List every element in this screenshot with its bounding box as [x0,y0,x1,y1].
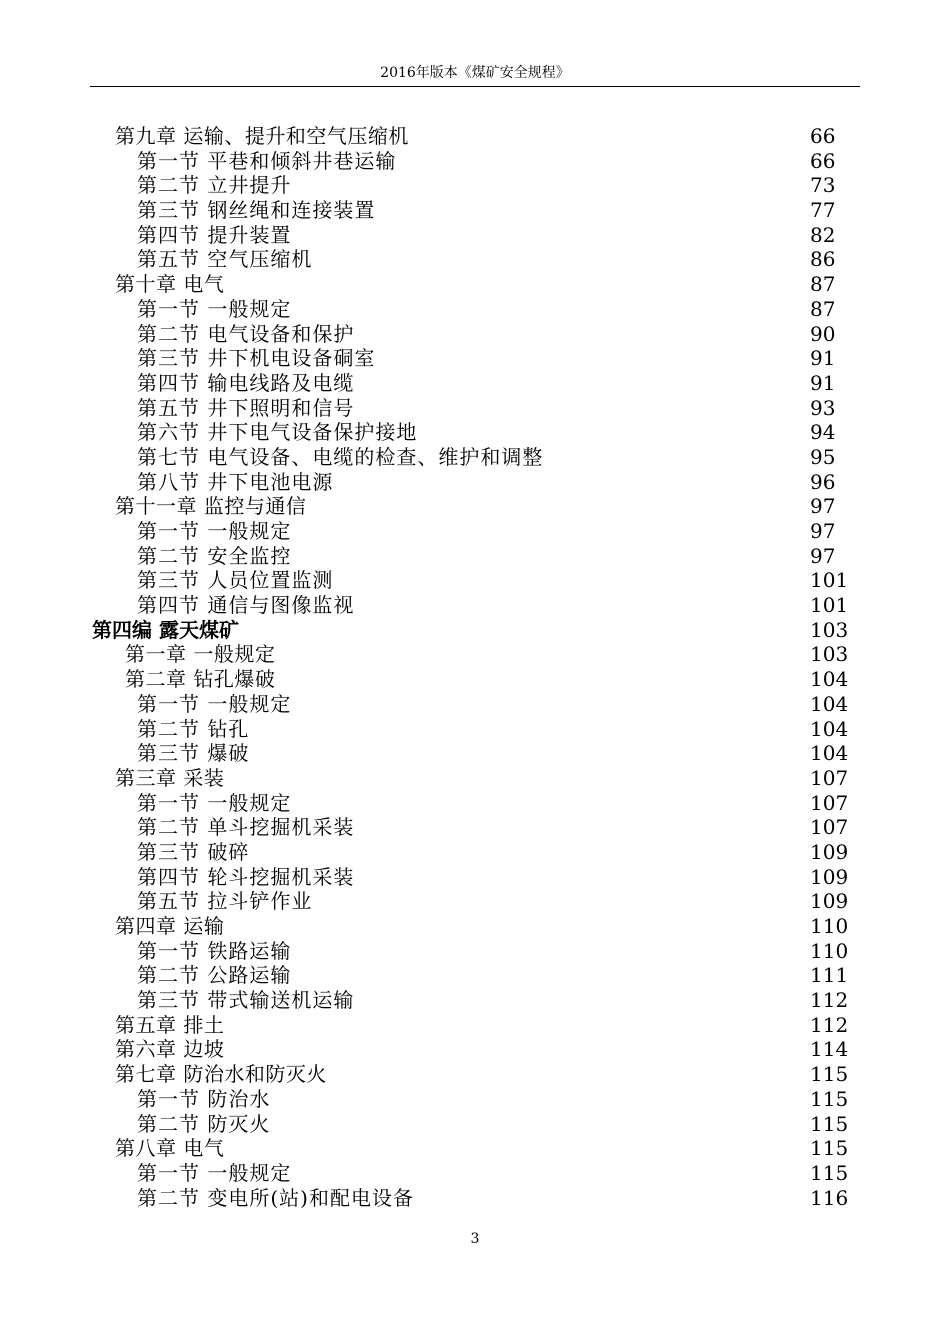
toc-entry-title: 第三节 人员位置监测 [137,568,334,593]
toc-entry-page: 66 [810,148,836,173]
toc-entry-title: 第十一章 监控与通信 [115,494,307,519]
toc-entry-page: 104 [810,667,849,692]
toc-entry-page: 115 [810,1136,849,1161]
toc-entry-page: 115 [810,1160,849,1185]
toc-entry-page: 107 [810,790,849,815]
toc-entry-page: 91 [810,346,836,371]
toc-entry-page: 97 [810,543,836,568]
toc-entry-title: 第八章 电气 [115,1136,225,1161]
toc-entry-section[interactable] [0,1087,950,1112]
toc-entry-title: 第五节 空气压缩机 [137,247,313,272]
toc-entry-section[interactable] [0,149,950,174]
toc-entry-section[interactable] [0,840,950,865]
toc-entry-page: 110 [810,914,849,938]
toc-entry-title: 第七章 防治水和防灭火 [115,1062,327,1087]
toc-entry-title: 第一节 一般规定 [137,790,292,815]
toc-entry-title: 第二节 单斗挖掘机采装 [137,815,355,840]
toc-entry-page: 114 [810,1037,849,1062]
toc-entry-title: 第一章 一般规定 [125,642,276,667]
toc-entry-title: 第一节 一般规定 [137,519,292,543]
toc-entry-page: 87 [810,272,836,297]
toc-entry-page: 109 [810,889,849,914]
toc-entry-page: 97 [810,519,836,543]
toc-entry-page: 109 [810,864,849,889]
toc-entry-chapter[interactable] [0,1062,950,1087]
toc-entry-title: 第二节 安全监控 [137,543,292,568]
toc-entry-title: 第三节 爆破 [137,741,250,766]
toc-entry-page: 115 [810,1062,849,1087]
toc-entry-section[interactable] [0,865,950,890]
toc-entry-chapter[interactable] [0,667,950,692]
toc-entry-page: 97 [810,494,836,519]
toc-entry-title: 第七节 电气设备、电缆的检查、维护和调整 [137,444,544,469]
toc-entry-section[interactable] [0,791,950,816]
page-number: 3 [470,1231,480,1247]
toc-entry-title: 第一节 防治水 [137,1086,271,1111]
toc-entry-section[interactable] [0,815,950,840]
toc-entry-section[interactable] [0,198,950,223]
toc-entry-section[interactable] [0,1161,950,1186]
toc-entry-section[interactable] [0,371,950,396]
toc-entry-section[interactable] [0,939,950,964]
toc-entry-page: 115 [810,1086,849,1111]
toc-entry-section[interactable] [0,445,950,470]
toc-entry-title: 第六章 边坡 [115,1037,225,1062]
toc-entry-title: 第三节 井下机电设备硐室 [137,346,376,371]
toc-entry-title: 第四节 轮斗挖掘机采装 [137,864,355,889]
toc-entry-page: 103 [810,642,849,667]
toc-entry-section[interactable] [0,568,950,593]
toc-entry-title: 第四章 运输 [115,914,225,938]
toc-entry-page: 104 [810,741,849,766]
toc-entry-title: 第三节 带式输送机运输 [137,988,355,1013]
toc-entry-title: 第五节 拉斗铲作业 [137,889,313,914]
toc-entry-title: 第四节 提升装置 [137,222,292,247]
toc-entry-section[interactable] [0,889,950,914]
toc-entry-page: 101 [810,568,849,593]
toc-entry-title: 第五章 排土 [115,1012,225,1037]
toc-entry-section[interactable] [0,963,950,988]
toc-entry-chapter[interactable] [0,1136,950,1161]
toc-entry-chapter[interactable] [0,494,950,519]
toc-entry-section[interactable] [0,988,950,1013]
toc-entry-page: 107 [810,765,849,790]
toc-entry-title: 第二节 立井提升 [137,173,292,198]
header-rule [90,86,860,87]
toc-entry-section[interactable] [0,717,950,742]
toc-entry-title: 第一节 一般规定 [137,691,292,716]
toc-entry-title: 第六节 井下电气设备保护接地 [137,420,418,445]
toc-entry-page: 77 [810,198,836,223]
toc-entry-page: 112 [810,988,849,1013]
toc-entry-section[interactable] [0,420,950,445]
toc-entry-page: 104 [810,691,849,716]
toc-entry-section[interactable] [0,544,950,569]
toc-entry-page: 115 [810,1111,849,1136]
toc-entry-chapter[interactable] [0,1037,950,1062]
toc-entry-page: 111 [810,963,849,988]
toc-entry-section[interactable] [0,470,950,495]
toc-entry-part[interactable] [0,618,950,643]
toc-entry-title: 第二节 公路运输 [137,963,292,988]
toc-entry-section[interactable] [0,223,950,248]
toc-entry-title: 第八节 井下电池电源 [137,469,334,494]
toc-entry-chapter[interactable] [0,272,950,297]
toc-entry-section[interactable] [0,322,950,347]
toc-entry-page: 93 [810,395,836,420]
toc-entry-page: 95 [810,444,836,469]
toc-entry-section[interactable] [0,173,950,198]
toc-entry-page: 73 [810,173,836,198]
toc-entry-chapter[interactable] [0,766,950,791]
toc-entry-page: 86 [810,247,836,272]
toc-entry-section[interactable] [0,593,950,618]
toc-entry-chapter[interactable] [0,642,950,667]
toc-entry-chapter[interactable] [0,1013,950,1038]
toc-entry-section[interactable] [0,519,950,544]
toc-entry-page: 112 [810,1012,849,1037]
toc-entry-title: 第四节 输电线路及电缆 [137,370,355,395]
toc-entry-title: 第十章 电气 [115,272,225,297]
toc-entry-title: 第九章 运输、提升和空气压缩机 [115,124,409,148]
toc-entry-page: 107 [810,815,849,840]
toc-entry-section[interactable] [0,692,950,717]
toc-entry-page: 116 [810,1185,849,1210]
toc-entry-page: 101 [810,593,849,618]
toc-entry-title: 第一节 一般规定 [137,1160,292,1185]
toc-entry-title: 第二节 钻孔 [137,716,250,741]
toc-entry-page: 103 [810,617,849,642]
toc-entry-section[interactable] [0,297,950,322]
toc-entry-page: 109 [810,839,849,864]
toc-entry-title: 第二节 变电所(站)和配电设备 [137,1185,414,1210]
toc-entry-title: 第四编 露天煤矿 [92,617,239,642]
toc-entry-section[interactable] [0,1112,950,1137]
toc-entry-title: 第一节 一般规定 [137,296,292,321]
toc-entry-page: 91 [810,370,836,395]
toc-entry-page: 87 [810,296,836,321]
toc-entry-page: 94 [810,420,836,445]
toc-entry-page: 104 [810,716,849,741]
toc-entry-section[interactable] [0,741,950,766]
toc-entry-section[interactable] [0,346,950,371]
toc-entry-page: 96 [810,469,836,494]
toc-entry-section[interactable] [0,1186,950,1211]
toc-entry-title: 第二节 电气设备和保护 [137,321,355,346]
toc-entry-section[interactable] [0,396,950,421]
toc-entry-title: 第五节 井下照明和信号 [137,395,355,420]
toc-entry-page: 110 [810,938,849,963]
toc-entry-chapter[interactable] [0,124,950,149]
toc-entry-title: 第四节 通信与图像监视 [137,593,355,618]
toc-entry-page: 66 [810,124,836,148]
toc-entry-section[interactable] [0,247,950,272]
toc-entry-title: 第三节 破碎 [137,839,250,864]
table-of-contents [0,124,950,1210]
toc-entry-page: 82 [810,222,836,247]
toc-entry-title: 第一节 平巷和倾斜井巷运输 [137,148,397,173]
toc-entry-chapter[interactable] [0,914,950,939]
toc-entry-title: 第一节 铁路运输 [137,938,292,963]
page-header: 2016年版本《煤矿安全规程》 [380,65,570,81]
toc-entry-title: 第二节 防灭火 [137,1111,271,1136]
toc-entry-title: 第三章 采装 [115,765,225,790]
toc-entry-title: 第二章 钻孔爆破 [125,667,276,692]
toc-entry-page: 90 [810,321,836,346]
toc-entry-title: 第三节 钢丝绳和连接装置 [137,198,376,223]
